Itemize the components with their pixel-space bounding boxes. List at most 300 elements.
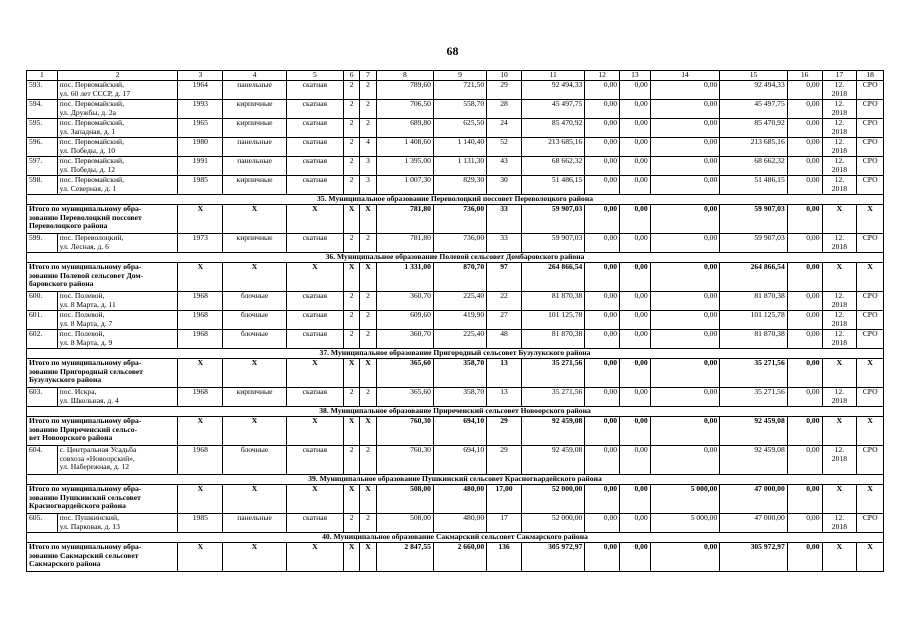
cell-col-13: 0,00 [620, 446, 651, 475]
row-number: 595. [27, 119, 58, 138]
cell-col-3: 1968 [178, 446, 223, 475]
column-number: 14 [650, 71, 720, 81]
cell-col-7: X [360, 543, 376, 572]
cell-col-8: 689,80 [376, 119, 433, 138]
cell-col-11: 68 662,32 [521, 157, 584, 176]
cell-col-13: 0,00 [620, 205, 651, 234]
column-number: 3 [178, 71, 223, 81]
cell-col-17: 12. 2018 [822, 100, 857, 119]
cell-col-11: 213 685,16 [521, 138, 584, 157]
address-cell: пос. Первомайский, ул. Северная, д. 1 [57, 176, 178, 195]
cell-col-18: СРО [857, 446, 884, 475]
cell-col-12: 0,00 [585, 205, 620, 234]
cell-col-3: 1968 [178, 388, 223, 407]
cell-col-12: 0,00 [585, 485, 620, 514]
cell-col-4: кирпичные [223, 234, 286, 253]
cell-col-6: X [343, 205, 359, 234]
subtotal-row [27, 205, 884, 234]
cell-col-4: кирпичные [223, 388, 286, 407]
section-header-row [27, 533, 884, 543]
cell-col-9: 625,50 [433, 119, 486, 138]
cell-col-15: 59 907,03 [720, 234, 787, 253]
column-number: 12 [585, 71, 620, 81]
cell-col-12: 0,00 [585, 81, 620, 100]
cell-col-4: панельные [223, 138, 286, 157]
cell-col-15: 81 870,38 [720, 330, 787, 349]
cell-col-9: 358,70 [433, 388, 486, 407]
cell-col-7: X [360, 417, 376, 446]
cell-col-18: X [857, 359, 884, 388]
cell-col-10: 29 [487, 446, 522, 475]
address-cell: пос. Полевой, ул. 8 Марта, д. 7 [57, 311, 178, 330]
cell-col-4: панельные [223, 157, 286, 176]
cell-col-13: 0,00 [620, 311, 651, 330]
cell-col-5: скатная [286, 292, 343, 311]
cell-col-16: 0,00 [787, 485, 822, 514]
cell-col-16: 0,00 [787, 157, 822, 176]
cell-col-13: 0,00 [620, 263, 651, 292]
section-header-row [27, 253, 884, 263]
cell-col-5: скатная [286, 330, 343, 349]
building-row [27, 446, 884, 475]
cell-col-6: 2 [343, 514, 359, 533]
cell-col-17: 12. 2018 [822, 330, 857, 349]
cell-col-4: кирпичные [223, 100, 286, 119]
column-number: 9 [433, 71, 486, 81]
cell-col-13: 0,00 [620, 359, 651, 388]
cell-col-4: X [223, 417, 286, 446]
cell-col-11: 85 470,92 [521, 119, 584, 138]
cell-col-4: панельные [223, 81, 286, 100]
cell-col-16: 0,00 [787, 81, 822, 100]
cell-col-17: 12. 2018 [822, 81, 857, 100]
cell-col-10: 13 [487, 359, 522, 388]
cell-col-14: 0,00 [650, 543, 720, 572]
row-number: 598. [27, 176, 58, 195]
cell-col-7: 3 [360, 176, 376, 195]
row-number: 596. [27, 138, 58, 157]
cell-col-9: 358,70 [433, 359, 486, 388]
cell-col-8: 1 007,30 [376, 176, 433, 195]
cell-col-18: X [857, 263, 884, 292]
cell-col-5: скатная [286, 119, 343, 138]
cell-col-17: 12. 2018 [822, 446, 857, 475]
column-number: 8 [376, 71, 433, 81]
column-number: 11 [521, 71, 584, 81]
cell-col-7: 2 [360, 311, 376, 330]
cell-col-4: X [223, 263, 286, 292]
cell-col-14: 0,00 [650, 359, 720, 388]
row-number: 604. [27, 446, 58, 475]
cell-col-8: 760,30 [376, 417, 433, 446]
cell-col-11: 35 271,56 [521, 359, 584, 388]
cell-col-10: 28 [487, 100, 522, 119]
cell-col-15: 47 000,00 [720, 514, 787, 533]
subtotal-row [27, 485, 884, 514]
cell-col-9: 225,40 [433, 330, 486, 349]
cell-col-11: 81 870,38 [521, 292, 584, 311]
cell-col-6: X [343, 263, 359, 292]
cell-col-16: 0,00 [787, 100, 822, 119]
cell-col-11: 52 000,00 [521, 485, 584, 514]
cell-col-5: скатная [286, 100, 343, 119]
cell-col-15: 68 662,32 [720, 157, 787, 176]
cell-col-7: 2 [360, 234, 376, 253]
cell-col-16: 0,00 [787, 292, 822, 311]
cell-col-4: X [223, 485, 286, 514]
cell-col-8: 365,60 [376, 388, 433, 407]
cell-col-15: 35 271,56 [720, 388, 787, 407]
cell-col-8: 706,50 [376, 100, 433, 119]
cell-col-17: X [822, 543, 857, 572]
cell-col-5: скатная [286, 138, 343, 157]
section-title: 39. Муниципальное образование Пушкинский сельсовет Красногвардейского района [27, 475, 884, 485]
cell-col-3: 1968 [178, 311, 223, 330]
subtotal-row [27, 543, 884, 572]
cell-col-6: X [343, 359, 359, 388]
row-number: 603. [27, 388, 58, 407]
cell-col-12: 0,00 [585, 119, 620, 138]
column-number: 7 [360, 71, 376, 81]
cell-col-9: 419,90 [433, 311, 486, 330]
cell-col-14: 0,00 [650, 417, 720, 446]
column-number: 4 [223, 71, 286, 81]
cell-col-18: СРО [857, 119, 884, 138]
cell-col-15: 47 000,00 [720, 485, 787, 514]
cell-col-16: 0,00 [787, 388, 822, 407]
cell-col-14: 0,00 [650, 176, 720, 195]
cell-col-10: 48 [487, 330, 522, 349]
cell-col-18: СРО [857, 292, 884, 311]
cell-col-7: X [360, 485, 376, 514]
cell-col-10: 22 [487, 292, 522, 311]
cell-col-14: 0,00 [650, 119, 720, 138]
column-number-header [27, 71, 884, 81]
address-cell: пос. Полевой, ул. 8 Марта, д. 9 [57, 330, 178, 349]
cell-col-6: 2 [343, 138, 359, 157]
cell-col-15: 264 866,54 [720, 263, 787, 292]
cell-col-4: X [223, 205, 286, 234]
cell-col-6: 2 [343, 100, 359, 119]
cell-col-10: 27 [487, 311, 522, 330]
address-cell: с. Центральная Усадьба совхоза «Новоорский», ул. Набережная, д. 12 [57, 446, 178, 475]
cell-col-16: 0,00 [787, 119, 822, 138]
cell-col-13: 0,00 [620, 543, 651, 572]
row-number: 601. [27, 311, 58, 330]
address-cell: пос. Первомайский, ул. Западная, д. 1 [57, 119, 178, 138]
cell-col-16: 0,00 [787, 311, 822, 330]
building-row [27, 292, 884, 311]
cell-col-4: блочные [223, 292, 286, 311]
building-row [27, 514, 884, 533]
cell-col-3: X [178, 359, 223, 388]
cell-col-13: 0,00 [620, 81, 651, 100]
address-cell: пос. Переволоцкий, ул. Лесная, д. 6 [57, 234, 178, 253]
cell-col-16: 0,00 [787, 543, 822, 572]
cell-col-7: 4 [360, 138, 376, 157]
cell-col-15: 85 470,92 [720, 119, 787, 138]
cell-col-14: 0,00 [650, 100, 720, 119]
cell-col-3: 1968 [178, 330, 223, 349]
cell-col-18: СРО [857, 81, 884, 100]
cell-col-5: скатная [286, 514, 343, 533]
cell-col-17: X [822, 205, 857, 234]
cell-col-16: 0,00 [787, 446, 822, 475]
section-header-row [27, 349, 884, 359]
cell-col-15: 101 125,78 [720, 311, 787, 330]
cell-col-6: 2 [343, 176, 359, 195]
cell-col-9: 870,70 [433, 263, 486, 292]
cell-col-10: 17 [487, 514, 522, 533]
row-number: 600. [27, 292, 58, 311]
cell-col-14: 0,00 [650, 138, 720, 157]
cell-col-9: 1 131,30 [433, 157, 486, 176]
cell-col-7: 2 [360, 514, 376, 533]
subtotal-label: Итого по муниципальному обра- зованию Пригородный сельсовет Бузулукского района [27, 359, 178, 388]
cell-col-17: X [822, 485, 857, 514]
cell-col-14: 0,00 [650, 388, 720, 407]
cell-col-4: X [223, 543, 286, 572]
cell-col-4: блочные [223, 446, 286, 475]
cell-col-7: 2 [360, 119, 376, 138]
cell-col-10: 24 [487, 119, 522, 138]
cell-col-3: X [178, 543, 223, 572]
cell-col-18: СРО [857, 138, 884, 157]
cell-col-13: 0,00 [620, 330, 651, 349]
cell-col-15: 51 486,15 [720, 176, 787, 195]
cell-col-3: X [178, 205, 223, 234]
cell-col-13: 0,00 [620, 417, 651, 446]
cell-col-8: 360,70 [376, 330, 433, 349]
cell-col-8: 1 408,60 [376, 138, 433, 157]
cell-col-15: 92 459,08 [720, 446, 787, 475]
cell-col-14: 0,00 [650, 330, 720, 349]
row-number: 593. [27, 81, 58, 100]
cell-col-6: X [343, 543, 359, 572]
cell-col-15: 45 497,75 [720, 100, 787, 119]
cell-col-11: 101 125,78 [521, 311, 584, 330]
cell-col-10: 30 [487, 176, 522, 195]
cell-col-12: 0,00 [585, 138, 620, 157]
cell-col-12: 0,00 [585, 292, 620, 311]
cell-col-11: 92 459,08 [521, 417, 584, 446]
cell-col-8: 760,30 [376, 446, 433, 475]
cell-col-17: 12. 2018 [822, 311, 857, 330]
cell-col-5: скатная [286, 234, 343, 253]
cell-col-10: 136 [487, 543, 522, 572]
cell-col-18: СРО [857, 100, 884, 119]
column-number: 1 [27, 71, 58, 81]
cell-col-9: 694,10 [433, 446, 486, 475]
cell-col-11: 59 907,03 [521, 205, 584, 234]
cell-col-17: X [822, 417, 857, 446]
cell-col-8: 789,60 [376, 81, 433, 100]
cell-col-11: 92 494,33 [521, 81, 584, 100]
cell-col-3: 1965 [178, 119, 223, 138]
cell-col-16: 0,00 [787, 176, 822, 195]
cell-col-6: 2 [343, 446, 359, 475]
cell-col-3: X [178, 263, 223, 292]
page-number: 68 [446, 44, 459, 58]
cell-col-18: СРО [857, 176, 884, 195]
row-number: 594. [27, 100, 58, 119]
cell-col-7: 2 [360, 292, 376, 311]
cell-col-18: X [857, 417, 884, 446]
cell-col-16: 0,00 [787, 514, 822, 533]
cell-col-17: 12. 2018 [822, 176, 857, 195]
cell-col-12: 0,00 [585, 176, 620, 195]
cell-col-7: 2 [360, 100, 376, 119]
cell-col-14: 5 000,00 [650, 485, 720, 514]
row-number: 605. [27, 514, 58, 533]
cell-col-3: 1993 [178, 100, 223, 119]
cell-col-7: 2 [360, 388, 376, 407]
column-number: 16 [787, 71, 822, 81]
cell-col-18: СРО [857, 157, 884, 176]
cell-col-18: СРО [857, 234, 884, 253]
cell-col-12: 0,00 [585, 100, 620, 119]
cell-col-7: X [360, 205, 376, 234]
row-number: 602. [27, 330, 58, 349]
cell-col-5: X [286, 205, 343, 234]
cell-col-3: 1968 [178, 292, 223, 311]
cell-col-17: 12. 2018 [822, 119, 857, 138]
cell-col-13: 0,00 [620, 119, 651, 138]
cell-col-14: 0,00 [650, 446, 720, 475]
cell-col-16: 0,00 [787, 205, 822, 234]
cell-col-14: 5 000,00 [650, 514, 720, 533]
subtotal-label: Итого по муниципальному обра- зованию Переволоцкий поссовет Переволоцкого района [27, 205, 178, 234]
cell-col-17: 12. 2018 [822, 292, 857, 311]
cell-col-7: 2 [360, 446, 376, 475]
cell-col-18: СРО [857, 330, 884, 349]
section-header-row [27, 195, 884, 205]
cell-col-15: 81 870,38 [720, 292, 787, 311]
cell-col-8: 360,70 [376, 292, 433, 311]
cell-col-10: 13 [487, 388, 522, 407]
cell-col-5: скатная [286, 176, 343, 195]
cell-col-10: 29 [487, 417, 522, 446]
cell-col-5: X [286, 359, 343, 388]
column-number: 2 [57, 71, 178, 81]
address-cell: пос. Первомайский, ул. 60 лет СССР, д. 17 [57, 81, 178, 100]
section-title: 36. Муниципальное образование Полевой сельсовет Домбаровского района [27, 253, 884, 263]
row-number: 599. [27, 234, 58, 253]
cell-col-14: 0,00 [650, 157, 720, 176]
cell-col-5: скатная [286, 157, 343, 176]
cell-col-14: 0,00 [650, 292, 720, 311]
cell-col-13: 0,00 [620, 157, 651, 176]
cell-col-14: 0,00 [650, 311, 720, 330]
cell-col-13: 0,00 [620, 514, 651, 533]
cell-col-3: 1980 [178, 138, 223, 157]
cell-col-5: скатная [286, 311, 343, 330]
cell-col-10: 29 [487, 81, 522, 100]
cell-col-11: 52 000,00 [521, 514, 584, 533]
cell-col-11: 81 870,38 [521, 330, 584, 349]
section-header-row [27, 407, 884, 417]
cell-col-7: 2 [360, 330, 376, 349]
cell-col-7: 2 [360, 81, 376, 100]
cell-col-12: 0,00 [585, 330, 620, 349]
cell-col-14: 0,00 [650, 81, 720, 100]
cell-col-16: 0,00 [787, 359, 822, 388]
cell-col-10: 17,00 [487, 485, 522, 514]
column-number: 5 [286, 71, 343, 81]
cell-col-9: 736,00 [433, 205, 486, 234]
building-row [27, 234, 884, 253]
cell-col-9: 694,10 [433, 417, 486, 446]
cell-col-12: 0,00 [585, 388, 620, 407]
cell-col-6: 2 [343, 157, 359, 176]
building-row [27, 388, 884, 407]
cell-col-9: 829,30 [433, 176, 486, 195]
cell-col-5: X [286, 263, 343, 292]
cell-col-5: X [286, 417, 343, 446]
cell-col-8: 1 395,00 [376, 157, 433, 176]
subtotal-row [27, 263, 884, 292]
cell-col-5: X [286, 485, 343, 514]
building-row [27, 157, 884, 176]
cell-col-10: 43 [487, 157, 522, 176]
section-header-row [27, 475, 884, 485]
cell-col-3: 1985 [178, 176, 223, 195]
cell-col-7: X [360, 263, 376, 292]
building-row [27, 330, 884, 349]
column-number: 15 [720, 71, 787, 81]
cell-col-5: X [286, 543, 343, 572]
cell-col-11: 59 907,03 [521, 234, 584, 253]
cell-col-17: X [822, 263, 857, 292]
cell-col-6: 2 [343, 388, 359, 407]
cell-col-13: 0,00 [620, 388, 651, 407]
cell-col-8: 609,60 [376, 311, 433, 330]
cell-col-12: 0,00 [585, 157, 620, 176]
cell-col-9: 558,70 [433, 100, 486, 119]
row-number: 597. [27, 157, 58, 176]
section-title: 40. Муниципальное образование Сакмарский сельсовет Сакмарского района [27, 533, 884, 543]
cell-col-11: 264 866,54 [521, 263, 584, 292]
housing-register-table [26, 70, 884, 572]
cell-col-11: 51 486,15 [521, 176, 584, 195]
cell-col-15: 92 459,08 [720, 417, 787, 446]
cell-col-12: 0,00 [585, 234, 620, 253]
cell-col-17: X [822, 359, 857, 388]
cell-col-13: 0,00 [620, 138, 651, 157]
cell-col-6: 2 [343, 81, 359, 100]
cell-col-10: 97 [487, 263, 522, 292]
cell-col-3: X [178, 417, 223, 446]
cell-col-15: 59 907,03 [720, 205, 787, 234]
cell-col-10: 52 [487, 138, 522, 157]
cell-col-3: 1985 [178, 514, 223, 533]
building-row [27, 138, 884, 157]
cell-col-5: скатная [286, 81, 343, 100]
cell-col-3: 1964 [178, 81, 223, 100]
cell-col-6: 2 [343, 119, 359, 138]
cell-col-7: 3 [360, 157, 376, 176]
cell-col-18: СРО [857, 311, 884, 330]
building-row [27, 100, 884, 119]
cell-col-11: 45 497,75 [521, 100, 584, 119]
cell-col-16: 0,00 [787, 263, 822, 292]
cell-col-12: 0,00 [585, 446, 620, 475]
address-cell: пос. Пушкинский, ул. Парковая, д. 13 [57, 514, 178, 533]
cell-col-8: 781,80 [376, 234, 433, 253]
cell-col-16: 0,00 [787, 417, 822, 446]
cell-col-13: 0,00 [620, 100, 651, 119]
subtotal-row [27, 359, 884, 388]
